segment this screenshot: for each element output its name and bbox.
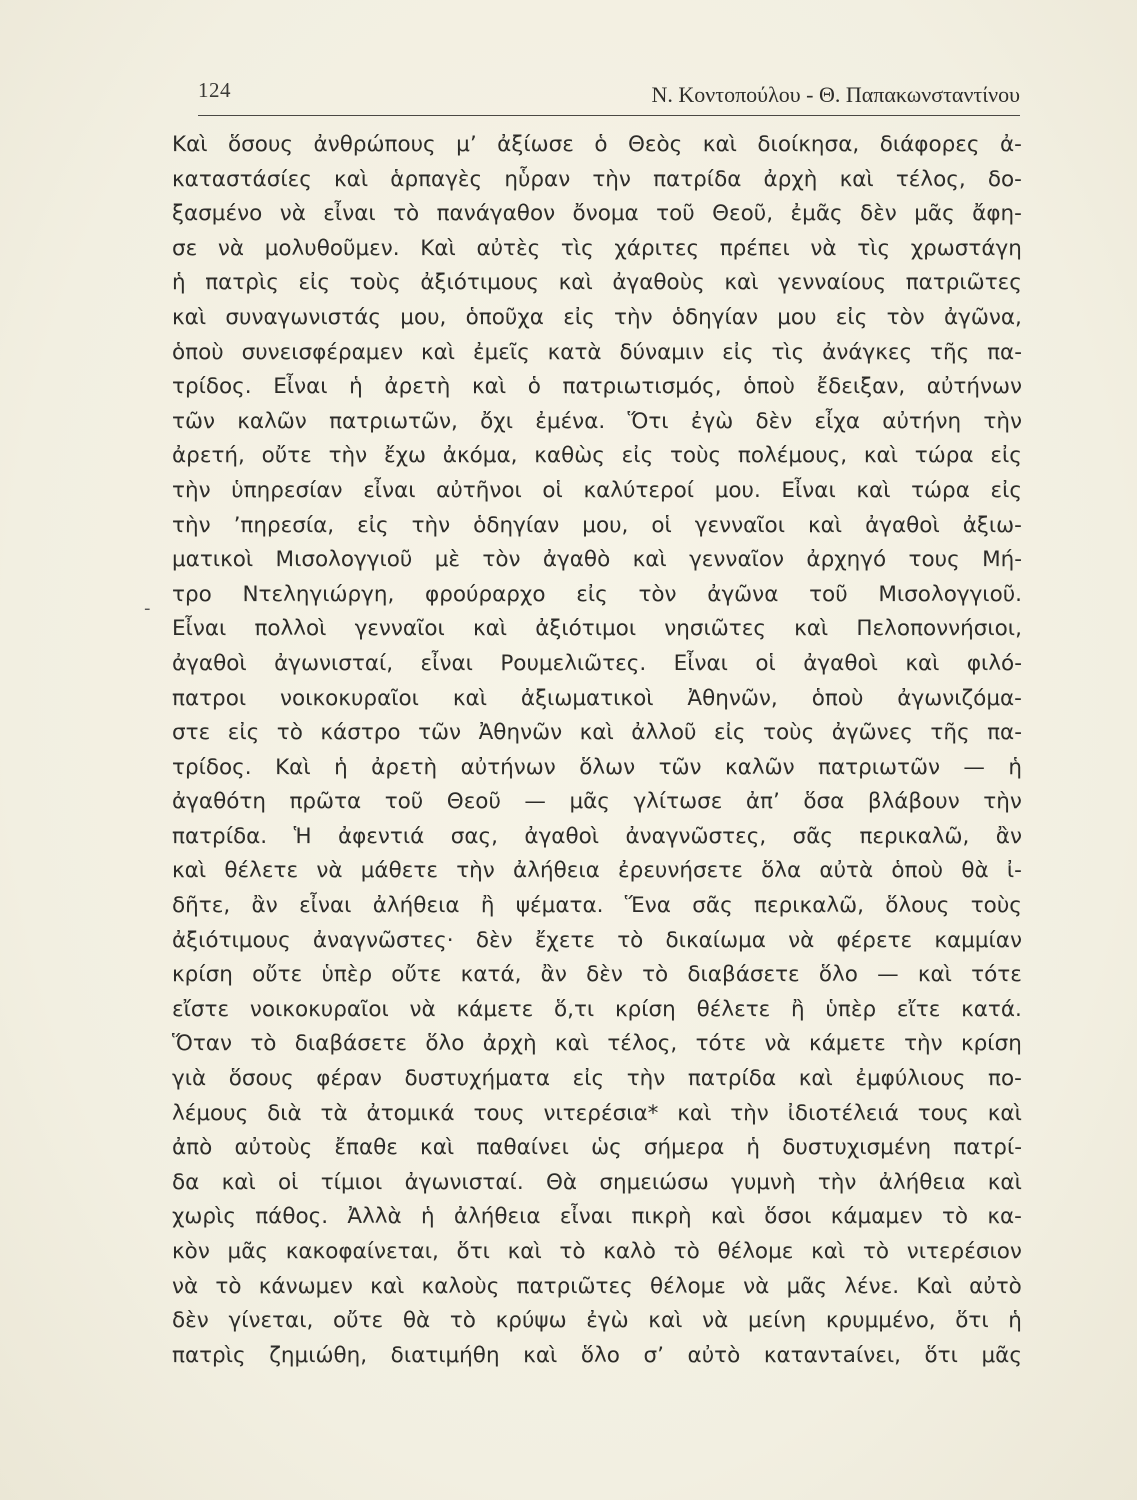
text-line: τῶν καλῶν πατριωτῶν, ὄχι ἐμένα. Ὅτι ἐγὼ δὲν εἶχα αὐτήνη τὴν xyxy=(172,408,1022,434)
page-header xyxy=(198,72,1020,116)
text-line: πατρίδα. Ἡ ἀφεντιά σας, ἀγαθοὶ ἀναγνῶστες, σᾶς περικαλῶ, ἂν xyxy=(172,823,1022,849)
page-number: 124 xyxy=(198,78,231,102)
text-line: γιὰ ὅσους φέραν δυστυχήματα εἰς τὴν πατρίδα καὶ ἐμφύλιους πο- xyxy=(172,1066,1022,1092)
text-line: τρίδος. Εἶναι ἡ ἀρετὴ καὶ ὁ πατριωτισμός, ὁποὺ ἔδειξαν, αὐτήνων xyxy=(172,374,1022,400)
text-line: κρίση οὔτε ὑπὲρ οὔτε κατά, ἂν δὲν τὸ διαβάσετε ὅλο — καὶ τότε xyxy=(172,962,1022,988)
text-line: τρο Ντεληγιώργη, φρούραρχο εἰς τὸν ἀγῶνα τοῦ Μισολογγιοῦ. xyxy=(172,581,1022,607)
text-line: ἡ πατρὶς εἰς τοὺς ἀξιότιμους καὶ ἀγαθοὺς καὶ γενναίους πατριῶτες xyxy=(172,270,1022,296)
text-line: ξασμένο νὰ εἶναι τὸ πανάγαθον ὄνομα τοῦ Θεοῦ, ἐμᾶς δὲν μᾶς ἄφη- xyxy=(172,201,1022,227)
text-line: δῆτε, ἂν εἶναι ἀλήθεια ἢ ψέματα. Ἕνα σᾶς περικαλῶ, ὅλους τοὺς xyxy=(172,893,1022,919)
text-line: ἀπὸ αὐτοὺς ἔπαθε καὶ παθαίνει ὡς σήμερα ἡ δυστυχισμένη πατρί- xyxy=(172,1135,1022,1161)
text-line: ἀρετή, οὔτε τὴν ἔχω ἀκόμα, καθὼς εἰς τοὺς πολέμους, καὶ τώρα εἰς xyxy=(172,443,1022,469)
text-line: κὸν μᾶς κακοφαίνεται, ὅτι καὶ τὸ καλὸ τὸ θέλομε καὶ τὸ νιτερέσιον xyxy=(172,1239,1022,1264)
text-line: στε εἰς τὸ κάστρο τῶν Ἀθηνῶν καὶ ἀλλοῦ εἰς τοὺς ἀγῶνες τῆς πα- xyxy=(172,720,1022,746)
text-line: Εἶναι πολλοὶ γενναῖοι καὶ ἀξιότιμοι νησιῶτες καὶ Πελοποννήσιοι, xyxy=(172,616,1022,642)
text-line: ὁποὺ συνεισφέραμεν καὶ ἐμεῖς κατὰ δύναμιν εἰς τὶς ἀνάγκες τῆς πα- xyxy=(172,339,1022,365)
text-line: Καὶ ὅσους ἀνθρώπους μ’ ἀξίωσε ὁ Θεὸς καὶ διοίκησα, διάφορες ἀ- xyxy=(172,132,1022,157)
text-line: τὴν ’πηρεσία, εἰς τὴν ὁδηγίαν μου, οἱ γενναῖοι καὶ ἀγαθοὶ ἀξιω- xyxy=(172,512,1022,538)
text-line: ἀγαθοὶ ἀγωνισταί, εἶναι Ρουμελιῶτες. Εἶναι οἱ ἀγαθοὶ καὶ φιλό- xyxy=(172,650,1022,676)
text-line: δὲν γίνεται, οὔτε θὰ τὸ κρύψω ἐγὼ καὶ νὰ μείνη κρυμμένο, ὅτι ἡ xyxy=(172,1308,1022,1334)
text-line: καὶ συναγωνιστάς μου, ὁποῦχα εἰς τὴν ὁδηγίαν μου εἰς τὸν ἀγῶνα, xyxy=(172,304,1022,330)
body-text xyxy=(172,128,1022,1373)
text-line: τὴν ὑπηρεσίαν εἶναι αὐτῆνοι οἱ καλύτεροί μου. Εἶναι καὶ τώρα εἰς xyxy=(172,477,1022,503)
text-line: πατρὶς ζημιώθη, διατιμήθη καὶ ὅλο σ’ αὐτὸ καταντaίνει, ὅτι μᾶς xyxy=(172,1342,1022,1368)
text-line: ἀγαθότη πρῶτα τοῦ Θεοῦ — μᾶς γλίτωσε ἀπ’ ὅσα βλάβουν τὴν xyxy=(172,789,1022,815)
text-line: σε νὰ μολυθοῦμεν. Καὶ αὐτὲς τὶς χάριτες πρέπει νὰ τὶς χρωστάγη xyxy=(172,235,1022,261)
header-rule xyxy=(198,115,1020,116)
text-line: καταστάσίες καὶ ἁρπαγὲς ηὗραν τὴν πατρίδα ἀρχὴ καὶ τέλος, δο- xyxy=(172,166,1022,192)
text-line: δα καὶ οἱ τίμιοι ἀγωνισταί. Θὰ σημειώσω γυμνὴ τὴν ἀλήθεια καὶ xyxy=(172,1169,1022,1195)
text-line: λέμους διὰ τὰ ἀτομικά τους νιτερέσια* καὶ τὴν ἰδιοτέλειά τους καὶ xyxy=(172,1100,1022,1126)
text-line: ἀξιότιμους ἀναγνῶστες· δὲν ἔχετε τὸ δικαίωμα νὰ φέρετε καμμίαν xyxy=(172,927,1022,953)
text-line: χωρὶς πάθος. Ἀλλὰ ἡ ἀλήθεια εἶναι πικρὴ καὶ ὅσοι κάμαμεν τὸ κα- xyxy=(172,1204,1022,1230)
text-line: νὰ τὸ κάνωμεν καὶ καλοὺς πατριῶτες θέλομε νὰ μᾶς λένε. Καὶ αὐτὸ xyxy=(172,1273,1022,1299)
text-line: πατροι νοικοκυραῖοι καὶ ἀξιωματικοὶ Ἀθηνῶν, ὁποὺ ἀγωνιζόμα- xyxy=(172,685,1022,711)
running-head: Ν. Κοντοπούλου - Θ. Παπακωνσταντίνου xyxy=(651,82,1020,107)
margin-mark: - xyxy=(144,598,151,619)
text-line: εἴστε νοικοκυραῖοι νὰ κάμετε ὅ,τι κρίση θέλετε ἢ ὑπὲρ εἴτε κατά. xyxy=(172,996,1022,1022)
text-line: ματικοὶ Μισολογγιοῦ μὲ τὸν ἀγαθὸ καὶ γενναῖον ἀρχηγό τους Μή- xyxy=(172,547,1022,573)
text-line: Ὅταν τὸ διαβάσετε ὅλο ἀρχὴ καὶ τέλος, τότε νὰ κάμετε τὴν κρίση xyxy=(172,1031,1022,1057)
text-line: τρίδος. Καὶ ἡ ἀρετὴ αὐτήνων ὅλων τῶν καλῶν πατριωτῶν — ἡ xyxy=(172,754,1022,780)
text-line: καὶ θέλετε νὰ μάθετε τὴν ἀλήθεια ἐρευνήσετε ὅλα αὐτὰ ὁποὺ θὰ ἰ- xyxy=(172,858,1022,884)
